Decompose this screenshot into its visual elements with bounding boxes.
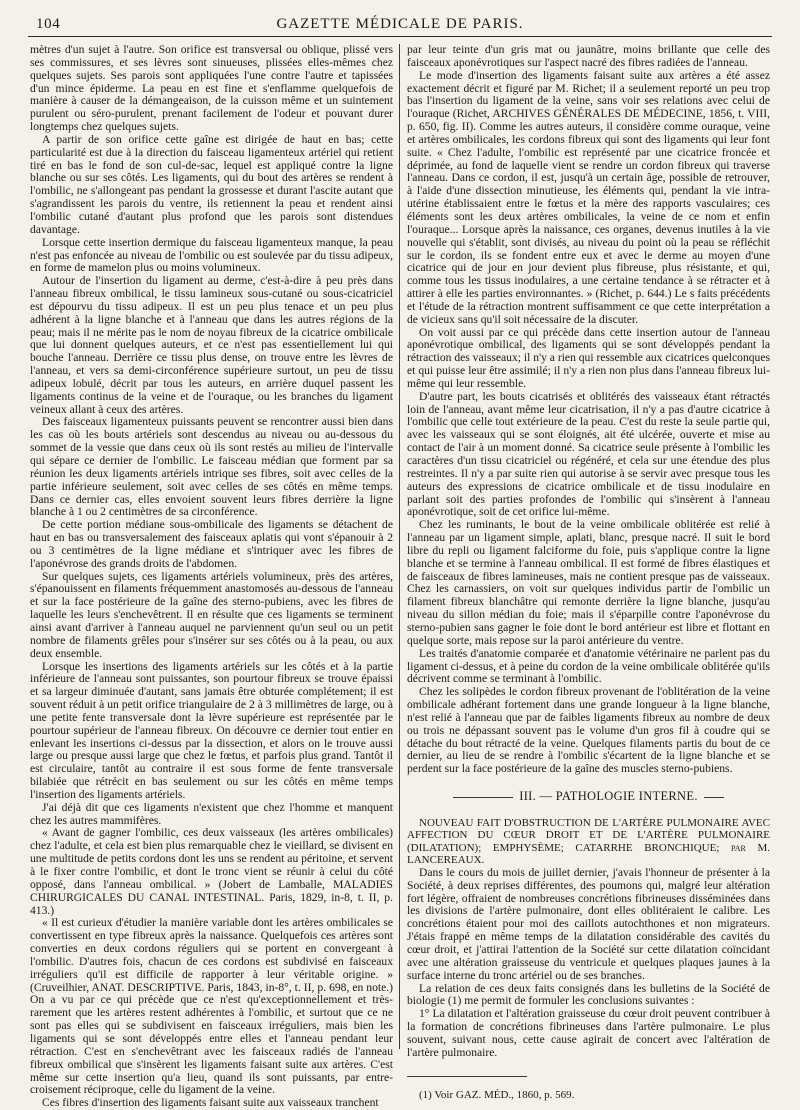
footnote-rule <box>407 1076 527 1077</box>
paragraph: Les traités d'anatomie comparée et d'anatomie vétérinaire ne parlent pas du ligament ci-dessus, et à peine du cordon de la veine ombilicale oblitérée qu'ils décrivent comme se terminant à l'ombilic. <box>407 646 770 686</box>
right-column <box>407 43 770 1101</box>
paragraph: Chez les solipèdes le cordon fibreux provenant de l'oblitération de la veine ombilicale adhérant fortement dans une grande longueur à la ligne blanche, n'est relié à l'anneau que par de faibles ligaments fibreux au nombre de deux ou trois ne dépassant souvent pas le volume d'un gros fil à coudre qui se détache du bout rétracté de la veine. Quelques filaments partis du bout de ce dernier, au lieu de se rendre à l'ombilic s'écartent de la ligne blanche et se perdent sur la face postérieure de la gaîne des muscles sterno-pubiens. <box>407 685 770 776</box>
left-column <box>30 43 393 1110</box>
paragraph: De cette portion médiane sous-ombilicale des ligaments se détachent de haut en bas ou transversalement des faisceaux aplatis qui vont s'épanouir à 2 ou 3 centimètres de la ligne médiane et s'intriquer avec les fibres de l'aponévrose des grands droits de l'abdomen. <box>30 518 393 570</box>
paragraph: Autour de l'insertion du ligament au derme, c'est-à-dire à peu près dans l'anneau fibreux ombilical, le tissu lamineux sous-cutané ou sous-cicatriciel est dépourvu du tissu adipeux. Il est un peu plus tenace et un peu plus adhérent à la ligne blanche et à l'anneau que dans les autres régions de la peau; mais il ne mérite pas le nom de noyau fibreux de la cicatrice ombilicale que lui donnent quelques auteurs, et ce n'est pas essentiellement lui qui bouche l'anneau. Derrière ce tissu plus dense, on trouve entre les lèvres de l'anneau, et vers sa demi-circonférence supérieure surtout, un peu de tissu adipeux lobulé, décrit par tous les auteurs, en arrière duquel passent les ligaments continus de la veine et de l'ouraque, ou les branches du ligament veineux allant à ceux des artères. <box>30 274 393 416</box>
article-title: NOUVEAU FAIT D'OBSTRUCTION DE L'ARTÈRE PULMONAIRE AVEC AFFECTION DU CŒUR DROIT ET DE L'ARTÈRE PULMONAIRE (DILATATION); EMPHYSÈME; CATARRHE BRONCHIQUE; par M. LANCEREAUX. <box>407 816 770 867</box>
footnote: (1) Voir GAZ. MÉD., 1860, p. 569. <box>419 1088 575 1101</box>
paragraph: Des faisceaux ligamenteux puissants peuvent se rencontrer aussi bien dans les cas où les bouts artériels sont descendus au niveau ou au-dessous du sommet de la vessie que dans ceux où ils sont restés au milieu de l'intervalle qui sépare ce dernier de l'ombilic. Le faisceau médian que forment par sa réunion les deux ligaments artériels intrique ses fibres, soit avec celles de la partie inférieure seulement, soit avec celles de ses côtés en même temps. Dans ce dernier cas, elles envoient souvent leurs fibres derrière la ligne blanche à 1 ou 2 centimètres de sa circonférence. <box>30 415 393 519</box>
paragraph: A partir de son orifice cette gaîne est dirigée de haut en bas; cette particularité est due à la direction du faisceau ligamenteux artériel qui retient tiré en bas le fond de son cul-de-sac, lequel est appliqué contre la ligne blanche ou sur ses côtés. Les ligaments, qui du bout des artères se rendent à l'ombilic, ne s'allongeant pas pendant la grossesse et durant l'ascite autant que s'agrandissent les parois du ventre, ils retiennent la peau et rendent ainsi l'ombilic cutané d'autant plus profond que les parois sont distendues davantage. <box>30 132 393 236</box>
paragraph: Sur quelques sujets, ces ligaments artériels volumineux, près des artères, s'épanouissent en filaments fréquemment anastomosés au-dessous de l'anneau et sur la face postérieure de la gaîne des sterno-pubiens, avec les fibres de laquelle les leurs s'enchevêtrent. Il en résulte que ces ligaments se terminent ainsi avant d'arriver à l'anneau auquel ne parviennent qu'un seul ou un petit nombre de filaments grêles pour s'insérer sur ses côtés ou à la peau, ou aux deux ensemble. <box>30 569 393 660</box>
paragraph: D'autre part, les bouts cicatrisés et oblitérés des vaisseaux étant rétractés loin de l'anneau, avant même leur cicatrisation, il n'y a pas d'autre cicatrice à l'ombilic que celle tout extérieure de la peau. C'est du reste la seule partie qui, avec les vaisseaux qui se sont éloignés, ait été ulcérée, ouverte et mise au contact de l'air à un moment donné. Sa cicatrice seule présente à l'ombilic les caractères d'un tissu cicatriciel ou régénéré, et cela sur une étendue des plus restreintes. Il n'y a par suite rien qui autorise à se servir avec presque tous les auteurs des expressions de cicatrice ombilicale et de tissu inodulaire en parlant soit des parties profondes de l'ombilic qui s'insèrent à l'anneau aponévrotique, soit de cet orifice lui-même. <box>407 389 770 519</box>
running-title: GAZETTE MÉDICALE DE PARIS. <box>276 16 524 32</box>
paragraph: On voit aussi par ce qui précède dans cette insertion autour de l'anneau aponévrotique ombilical, des ligaments qui se sont développés pendant la rétraction des vaisseaux; il n'y a rien qui ressemble aux cicatrices quelconques et qui puisse leur être assimilé; il n'y a rien non plus dans l'anneau fibreux lui-même qui leur ressemble. <box>407 325 770 390</box>
paragraph: par leur teinte d'un gris mat ou jaunâtre, moins brillante que celle des faisceaux aponévrotiques sur l'aspect nacré des fibres radiées de l'anneau. <box>407 43 770 69</box>
section-heading: III. — PATHOLOGIE INTERNE. <box>407 790 770 803</box>
page-header <box>28 10 772 37</box>
paragraph: « Il est curieux d'étudier la manière variable dont les artères ombilicales se convertissent en type fibreux après la naissance. Quelquefois ces artères sont converties en deux cordons réguliers qui se portent en convergeant à l'ombilic. D'autres fois, chacun de ces cordons est subdivisé en faisceaux irréguliers qu'il est difficile de rapporter à leur véritable origine. » (Cruveilhier, ANAT. DESCRIPTIVE. Paris, 1843, in-8°, t. II, p. 698, en note.) On a vu par ce qui précède que ce n'est qu'exceptionnellement et très-rarement que les artères restent adhérentes à l'ombilic, et surtout que ce ne sont pas elles qui se subdivisent en faisceaux irréguliers, mais bien les ligaments qui se sont développés entre elles et l'anneau pendant leur rétraction. C'est en s'enchevêtrant avec les faisceaux radiés de l'anneau fibreux ombilical que s'insèrent les ligaments faisant suite aux artères. C'est même sur cette insertion qu'a lieu, quand ils sont puissants, par entre-croisement réciproque, celle du ligament de la veine. <box>30 916 393 1097</box>
page-number: 104 <box>36 16 61 32</box>
paragraph: Lorsque les insertions des ligaments artériels sur les côtés et à la partie inférieure de l'anneau sont puissantes, son pourtour fibreux se trouve épaissi et sa largeur diminuée d'autant, sans jamais être obturée complétement; il est souvent réduit à un petit orifice triangulaire de 2 à 3 millimètres de large, ou à une petite fente transversale dont la lèvre supérieure est représentée par le pourtour supérieur de l'anneau fibreux. On découvre ce dernier tout entier en enlevant les insertions ci-dessus par la dissection, et alors on le trouve aussi large ou presque aussi large que chez le fœtus, et parfois plus grand. Tantôt il est circulaire, tantôt au contraire il est sous forme de fente transversale bilabiée que rétrécit en bas seulement ou sur les côtés en même temps l'insertion des ligaments artériels. <box>30 659 393 801</box>
paragraph: La relation de ces deux faits consignés dans les bulletins de la Société de biologie (1) me permit de formuler les conclusions suivantes : <box>407 981 770 1008</box>
paragraph: Le mode d'insertion des ligaments faisant suite aux artères a été assez exactement décrit et figuré par M. Richet; il a seulement reporté un peu trop bas l'insertion du ligament de la veine, sans voir ses relations avec celui de l'ouraque (Richet, ARCHIVES GÉNÉRALES DE MÉDECINE, 1856, t. VIII, p. 650, fig. II). Comme les autres auteurs, il considère comme ouraque, veine et artères ombilicales, les cordons fibreux qui sont des ligaments qui leur font suite. « Chez l'adulte, l'ombilic est représenté par une cicatrice froncée et déprimée, au fond de laquelle vient se rendre un cordon fibreux qui traverse l'anneau. Dans ce cordon, il est, jusqu'à un certain âge, possible de retrouver, à l'aide d'une dissection minutieuse, les éléments qui, pendant la vie intra-utérine établissaient entre le fœtus et la mère des rapports vasculaires; ces éléments sont les deux artères ombilicales, la veine de ce nom et enfin l'ouraque... Lorsque après la naissance, ces organes, devenus inutiles à la vie nouvelle qui s'établit, sont divisés, au niveau du point où la peau se réfléchit sur le cordon, ils se fondent entre eux et avec le derme au moyen d'une cicatrice qui de jour en jour devient plus fibreuse, plus résistante, et qui, comme tous les tissus inodulaires, a une certaine tendance à se rétracter et à attirer à elle les parties environnantes. » (Richet, p. 644.) Le s faits précédents et l'étude de la rétraction montrent suffisamment ce que cette interprétation a de vicieux sans qu'il soit nécessaire de la discuter. <box>407 68 770 326</box>
paragraph: Chez les ruminants, le bout de la veine ombilicale oblitérée est relié à l'anneau par un ligament simple, aplati, blanc, presque nacré. Il suit le bord libre du repli ou ligament falciforme du foie, puis s'applique contre la ligne blanche et se termine à l'anneau ombilical. Il est formé de fibres élastiques et de faisceaux de fibres lamineuses, mais ne contient presque pas de vaisseaux. Chez les carnassiers, on voit sur quelques individus partir de l'ombilic un filament fibreux blanchâtre qui remonte derrière la ligne blanche, jusqu'au niveau du sillon médian du foie; mais il s'éparpille contre l'aponévrose du sterno-pubien sans gagner le foie dont le bord antérieur est libre et flottant en quelque sorte, mais repose sur la paroi antérieure du ventre. <box>407 518 770 647</box>
paragraph: Ces fibres d'insertion des ligaments faisant suite aux vaisseaux tranchent <box>42 1096 379 1110</box>
column-divider <box>399 44 400 1049</box>
paragraph: mètres d'un sujet à l'autre. Son orifice est transversal ou oblique, plissé vers ses commissures, et ses lèvres sont sinueuses, plissées elles-mêmes chez quelques sujets. Ses parois sont appliquées l'une contre l'autre et tapissées d'un mince épiderme. La peau en est fine et s'enflamme quelquefois de manière à causer de la démangeaison, de la cuisson même et un suintement purulent ou séro-purulent, prenant facilement de l'odeur et pouvant durer longtemps chez quelques sujets. <box>30 43 393 134</box>
paragraph: J'ai déjà dit que ces ligaments n'existent que chez l'homme et manquent chez les autres mammifères. <box>30 800 393 827</box>
paragraph: Lorsque cette insertion dermique du faisceau ligamenteux manque, la peau n'est pas enfoncée au niveau de l'ombilic ou est soulevée par du tissu adipeux, en forme de mamelon plus ou moins volumineux. <box>30 235 393 275</box>
paragraph: 1° La dilatation et l'altération graisseuse du cœur droit peuvent contribuer à la formation de concrétions fibrineuses dans l'artère pulmonaire. Le plus souvent, suivant nous, cette cause agirait de concert avec l'altération de l'artère pulmonaire. <box>407 1007 770 1059</box>
paragraph: Dans le cours du mois de juillet dernier, j'avais l'honneur de présenter à la Société, à deux reprises différentes, des poumons qui, malgré leur altération fort légère, offraient de nombreuses concrétions fibrineuses disséminées dans les divisions de l'artère pulmonaire, dont elles oblitéraient le calibre. Les concrétions étaient pour moi des caillots autochthones et non migrateurs. J'étais frappé en même temps de la dilatation considérable des cavités du cœur droit, et j'attirai l'attention de la Société sur cette dilatation coïncidant avec une altération graisseuse du ventricule et quelques plaques jaunes à la surface interne du tronc artériel ou de ses branches. <box>407 865 770 982</box>
paragraph: « Avant de gagner l'ombilic, ces deux vaisseaux (les artères ombilicales) chez l'adulte, et cela est bien plus remarquable chez le vieillard, se divisent en une multitude de petits cordons dont les uns se rendent au péritoine, et servent à le fixer contre l'ombilic, et dont le tronc vient se réunir à celui du côté opposé, dans l'anneau ombilical. » (Jobert de Lamballe, MALADIES CHIRURGICALES DU CANAL INTESTINAL. Paris, 1829, in-8, t. II, p. 413.) <box>30 826 393 917</box>
